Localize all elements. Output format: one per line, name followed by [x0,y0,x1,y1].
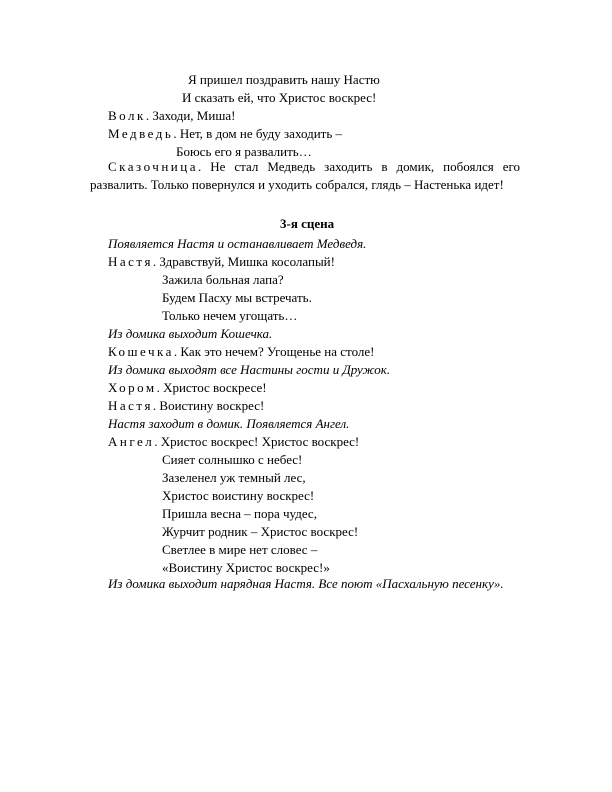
scene-heading: 3-я сцена [280,216,335,231]
speaker-text: . Здравствуй, Мишка косолапый! [152,254,335,269]
speaker-name: Кошечка [108,344,174,359]
speaker-text: . Нет, в дом не буду заходить – [173,126,343,141]
speaker-name: Медведь [108,126,174,141]
speaker-text: . Воистину воскрес! [152,398,265,413]
verse-line: Только нечем угощать… [162,308,298,323]
verse-line: И сказать ей, что Христос воскрес! [182,90,377,105]
verse-line: Будем Пасху мы встречать. [162,290,312,305]
verse-line: Боюсь его я развалить… [176,144,312,159]
speaker-text: . Не стал Медведь заходить в домик, побоялся его развалить. Только повернулся и уходить собрался, глядь – Настенька идет! [90,159,520,192]
stage-direction: Настя заходит в домик. Появляется Ангел. [108,416,350,431]
speaker-name: Хором [108,380,157,395]
verse-line: Сияет солнышко с небес! [162,452,303,467]
narration-paragraph [90,158,520,194]
speaker-text: . Как это нечем? Угощенье на столе! [173,344,375,359]
speaker-text: . Христос воскресе! [156,380,267,395]
speaker-text: . Христос воскрес! Христос воскрес! [154,434,360,449]
verse-line: Светлее в мире нет словес – [162,542,318,557]
dialogue-line [108,398,264,414]
verse-line: Журчит родник – Христос воскрес! [162,524,359,539]
verse-line: Я пришел поздравить нашу Настю [188,72,380,87]
verse-line: Пришла весна – пора чудес, [162,506,317,521]
speaker-name: Настя [108,254,153,269]
speaker-name: Сказочница [108,159,198,174]
speaker-name: Настя [108,398,153,413]
speaker-name: Ангел [108,434,155,449]
stage-direction: Появляется Настя и останавливает Медведя. [108,236,367,251]
stage-direction: Из домика выходят все Настины гости и Дружок. [108,362,391,377]
dialogue-line [108,434,359,450]
dialogue-line [108,108,235,124]
verse-line: «Воистину Христос воскрес!» [162,560,330,575]
speaker-name: Волк [108,108,146,123]
stage-direction: Из домика выходит Кошечка. [108,326,273,341]
dialogue-line [108,380,267,396]
verse-line: Зажила больная лапа? [162,272,284,287]
verse-line: Христос воистину воскрес! [162,488,315,503]
dialogue-line [108,344,374,360]
stage-direction: Из домика выходит нарядная Настя. Все поют «Пасхальную песенку». [108,576,504,591]
speaker-text: . Заходи, Миша! [145,108,236,123]
dialogue-line [108,254,335,270]
dialogue-line [108,126,342,142]
verse-line: Зазеленел уж темный лес, [162,470,306,485]
